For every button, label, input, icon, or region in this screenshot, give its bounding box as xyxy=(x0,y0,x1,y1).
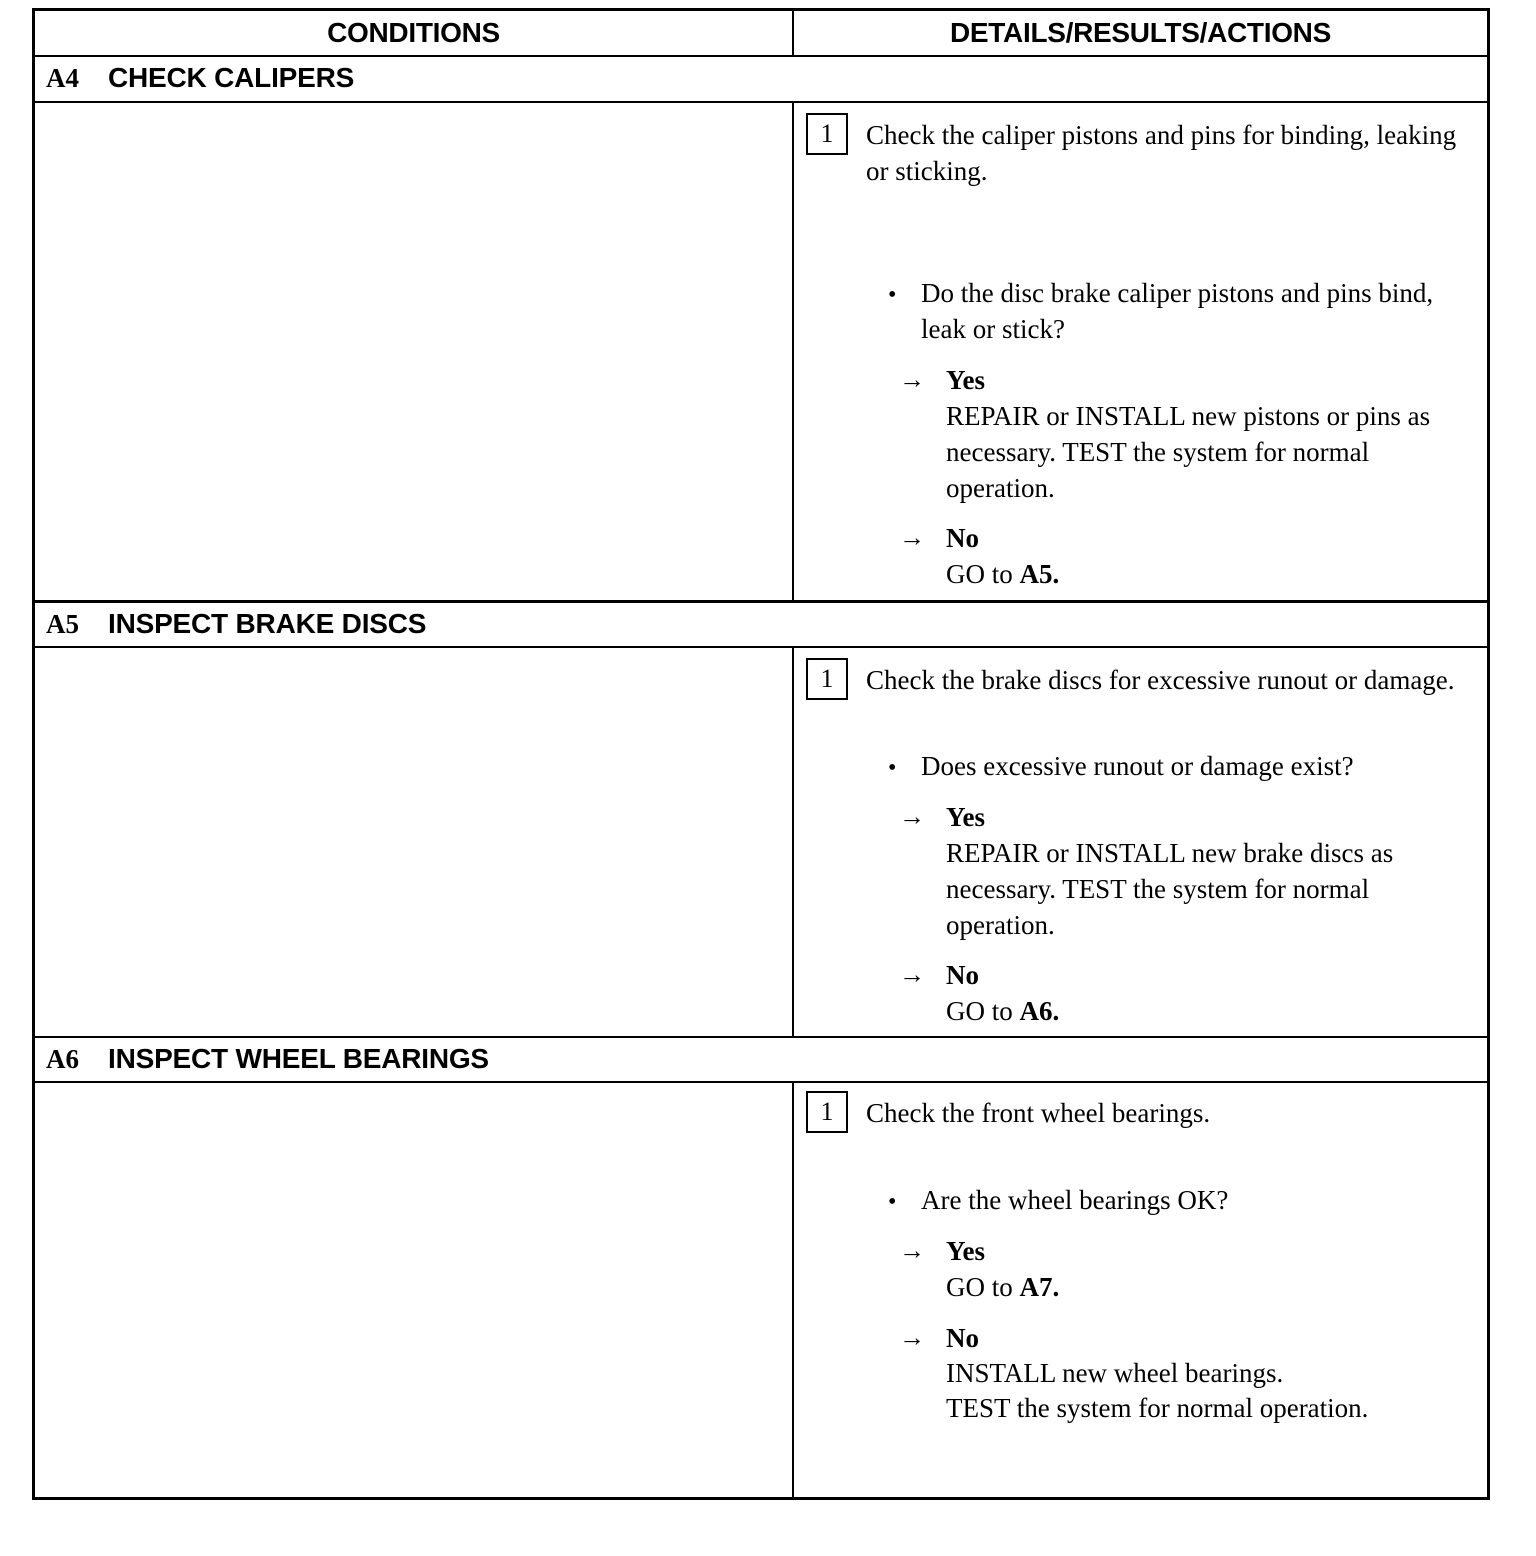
section-title: INSPECT WHEEL BEARINGS xyxy=(108,1043,489,1074)
yes-label: Yes xyxy=(946,802,985,832)
arrow-right-icon: → xyxy=(899,1236,925,1265)
no-action-prefix: GO to xyxy=(946,996,1013,1026)
arrow-right-icon: → xyxy=(899,1323,925,1352)
section-details-a4 xyxy=(35,103,1487,600)
section-id: A6 xyxy=(46,1044,79,1074)
arrow-right-icon: → xyxy=(899,365,925,394)
column-divider xyxy=(792,11,794,55)
section-title: INSPECT BRAKE DISCS xyxy=(108,608,427,639)
step-number-box: 1 xyxy=(806,1091,848,1133)
details-header: DETAILS/RESULTS/ACTIONS xyxy=(950,17,1331,48)
section-header-a4 xyxy=(35,57,1487,101)
arrow-right-icon: → xyxy=(899,802,925,831)
step-instruction: Check the brake discs for excessive runout or damage. xyxy=(866,665,1455,695)
bullet-icon: • xyxy=(888,1189,897,1215)
no-action-line1: INSTALL new wheel bearings. xyxy=(946,1358,1284,1388)
section-header-a6 xyxy=(35,1038,1487,1082)
yes-label: Yes xyxy=(946,365,985,395)
arrow-right-icon: → xyxy=(899,523,925,552)
step-number-box: 1 xyxy=(806,658,848,700)
step-instruction: Check the front wheel bearings. xyxy=(866,1098,1211,1128)
bullet-icon: • xyxy=(888,755,897,781)
section-id: A4 xyxy=(46,63,79,93)
section-header-a5 xyxy=(35,603,1487,647)
no-action-line2: TEST the system for normal operation. xyxy=(946,1393,1369,1423)
no-action xyxy=(946,993,1476,1029)
no-action-ref: A6. xyxy=(1019,996,1060,1026)
yes-label: Yes xyxy=(946,1236,985,1266)
yes-action xyxy=(946,1269,1476,1305)
yes-action: REPAIR or INSTALL new pistons or pins as necessary. TEST the system for normal operation. xyxy=(946,401,1431,503)
question-text: Are the wheel bearings OK? xyxy=(921,1185,1229,1215)
question-text: Does excessive runout or damage exist? xyxy=(921,751,1354,781)
bullet-icon: • xyxy=(888,282,897,308)
step-instruction: Check the caliper pistons and pins for binding, leaking or sticking. xyxy=(866,120,1457,186)
no-label: No xyxy=(946,960,979,990)
no-label: No xyxy=(946,1323,979,1353)
no-action-prefix: GO to xyxy=(946,559,1013,589)
question-text: Do the disc brake caliper pistons and pins bind, leak or stick? xyxy=(921,278,1434,344)
step-number-box: 1 xyxy=(806,113,848,155)
conditions-header: CONDITIONS xyxy=(327,17,500,48)
section-details-a5 xyxy=(35,648,1487,1036)
no-action-ref: A5. xyxy=(1019,559,1060,589)
section-id: A5 xyxy=(46,609,79,639)
section-title: CHECK CALIPERS xyxy=(108,62,355,93)
diagnostic-table xyxy=(32,8,1490,1500)
yes-action: REPAIR or INSTALL new brake discs as necessary. TEST the system for normal operation. xyxy=(946,838,1394,940)
no-action xyxy=(946,556,1476,592)
arrow-right-icon: → xyxy=(899,960,925,989)
no-label: No xyxy=(946,523,979,553)
yes-action-ref: A7. xyxy=(1019,1272,1060,1302)
section-details-a6 xyxy=(35,1083,1487,1497)
yes-action-prefix: GO to xyxy=(946,1272,1013,1302)
